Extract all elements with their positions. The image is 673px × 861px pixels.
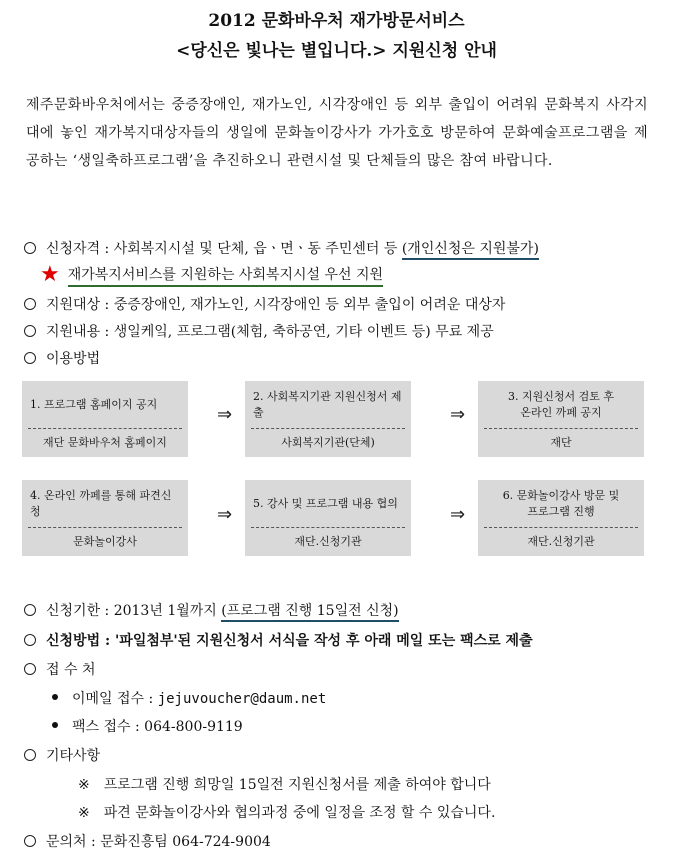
- flow-step-text: 1. 프로그램 홈페이지 공지: [30, 397, 158, 411]
- email-label: 이메일 접수 :: [72, 691, 158, 707]
- flow-step-5: [245, 480, 411, 556]
- circle-bullet-icon: [24, 325, 36, 337]
- fax-number: 064-800-9119: [144, 719, 243, 735]
- reference-mark-icon: ※: [78, 777, 90, 793]
- flow-actor-text: 재단.신청기관: [294, 535, 362, 548]
- right-arrow-icon: ⇒: [450, 404, 466, 425]
- flow-step-2: [245, 381, 411, 457]
- priority-text: 재가복지서비스를 지원하는 사회복지시설 우선 지원: [68, 267, 383, 287]
- flow-actor-text: 재단 문화바우처 홈페이지: [43, 436, 167, 449]
- priority-line: [40, 262, 383, 287]
- deadline-note: (프로그램 진행 15일전 신청): [221, 603, 398, 622]
- fax-label: 팩스 접수 :: [72, 719, 145, 735]
- right-arrow-icon: ⇒: [217, 504, 233, 525]
- circle-bullet-icon: [24, 604, 36, 616]
- eligibility-note: (개인신청은 지원불가): [402, 241, 539, 260]
- note-1: [78, 774, 491, 794]
- title-line-1: 2012 문화바우처 재가방문서비스: [208, 11, 465, 31]
- circle-bullet-icon: [24, 352, 36, 364]
- flow-step-text: 6. 문화놀이강사 방문 및 프로그램 진행: [502, 488, 620, 518]
- title-line-2: <당신은 빛나는 별입니다.> 지원신청 안내: [176, 41, 497, 61]
- flow-step-4: [22, 480, 188, 556]
- content-line: [24, 321, 494, 341]
- circle-bullet-icon: [24, 835, 36, 847]
- flow-step-1: [22, 381, 188, 457]
- flow-step-text: 3. 지원신청서 검토 후 온라인 까페 공지: [508, 389, 614, 419]
- intro-paragraph: 제주문화바우처에서는 중증장애인, 재가노인, 시각장애인 등 외부 출입이 어려워 문화복지 사각지대에 놓인 재가복지대상자들의 생일에 문화놀이강사가 가가호호 방문하여 문화예술프로그램을 제공하는 ‘생일축하프로그램’을 추진하오니 관련시설 및 단체들의 많은 참여 바랍니다.: [26, 97, 648, 169]
- flow-actor-text: 재단: [550, 436, 572, 449]
- flow-actor-text: 재단.신청기관: [527, 535, 595, 548]
- etc-label: 기타사항: [46, 748, 101, 764]
- circle-bullet-icon: [24, 634, 36, 646]
- usage-line: [24, 348, 100, 368]
- eligibility-line: [24, 238, 539, 258]
- right-arrow-icon: ⇒: [450, 504, 466, 525]
- note-text: 프로그램 진행 희망일 15일전 지원신청서를 제출 하여야 합니다: [103, 777, 491, 793]
- fax-line: [52, 716, 243, 736]
- bullet-dot-icon: [52, 694, 58, 700]
- method-line: [24, 630, 533, 650]
- email-address[interactable]: jejuvoucher@daum.net: [157, 691, 327, 707]
- content-text: 지원내용 : 생일케잌, 프로그램(체험, 축하공연, 기타 이벤트 등) 무료 제공: [46, 324, 494, 340]
- circle-bullet-icon: [24, 663, 36, 675]
- method-text: 신청방법 : '파일첨부'된 지원신청서 서식을 작성 후 아래 메일 또는 팩스로 제출: [46, 633, 533, 649]
- circle-bullet-icon: [24, 298, 36, 310]
- contact-label: 접 수 처: [46, 662, 96, 678]
- deadline-label: 신청기한 : 2013년 1월까지: [46, 603, 222, 619]
- flow-step-3: [478, 381, 644, 457]
- right-arrow-icon: ⇒: [217, 404, 233, 425]
- reference-mark-icon: ※: [78, 805, 90, 821]
- star-icon: ★: [40, 262, 60, 287]
- flow-actor-text: 사회복지기관(단체): [281, 436, 375, 449]
- note-2: [78, 802, 495, 822]
- flow-actor-text: 문화놀이강사: [73, 535, 137, 548]
- target-line: [24, 294, 505, 314]
- eligibility-label: 신청자격 : 사회복지시설 및 단체, 읍ㆍ면ㆍ동 주민센터 등: [46, 241, 402, 257]
- circle-bullet-icon: [24, 749, 36, 761]
- target-text: 지원대상 : 중증장애인, 재가노인, 시각장애인 등 외부 출입이 어려운 대상자: [46, 297, 506, 313]
- email-line: [52, 688, 326, 708]
- deadline-line: [24, 600, 399, 620]
- note-text: 파견 문화놀이강사와 협의과정 중에 일정을 조정 할 수 있습니다.: [103, 805, 496, 821]
- bullet-dot-icon: [52, 722, 58, 728]
- flow-step-text: 2. 사회복지기관 지원신청서 제출: [253, 389, 402, 419]
- circle-bullet-icon: [24, 242, 36, 254]
- contact-line: [24, 659, 95, 679]
- usage-label: 이용방법: [46, 351, 101, 367]
- flow-step-text: 5. 강사 및 프로그램 내용 협의: [253, 496, 398, 510]
- inquiry-text: 문의처 : 문화진흥팀 064-724-9004: [46, 834, 271, 850]
- flow-step-6: [478, 480, 644, 556]
- inquiry-line: [24, 831, 271, 851]
- etc-line: [24, 745, 100, 765]
- flow-step-text: 4. 온라인 까페를 통해 파견신청: [30, 488, 172, 518]
